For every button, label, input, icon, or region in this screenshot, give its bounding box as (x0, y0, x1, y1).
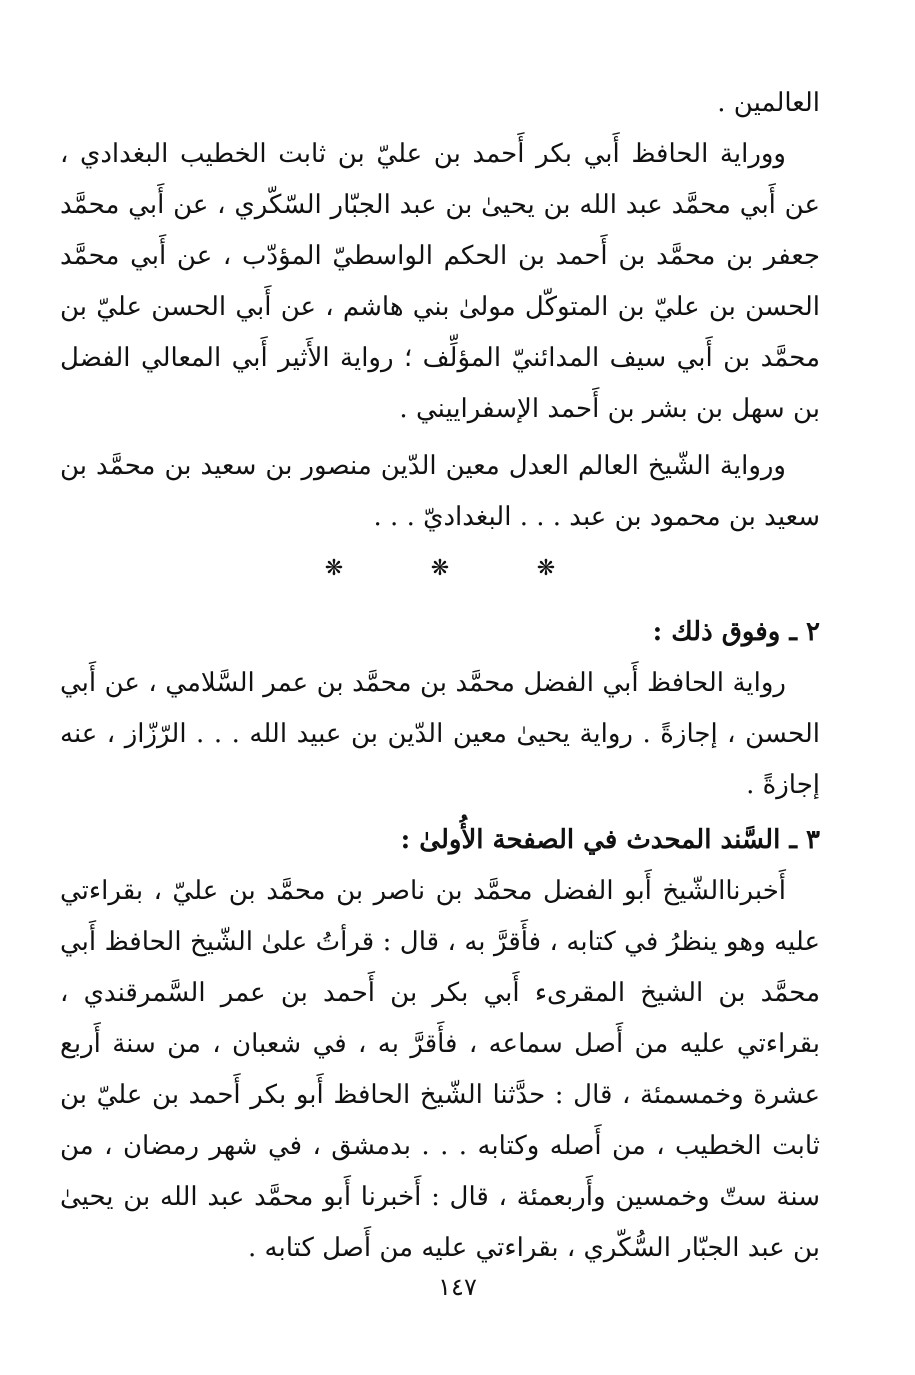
asterism-icon: ❋ (324, 556, 344, 581)
section-heading-2: ٢ ـ وفوق ذلك : (652, 617, 820, 647)
asterism-icon: ❋ (430, 556, 450, 581)
section-separator (60, 549, 820, 589)
paragraph-muin-narration: ورواية الشّيخ العالم العدل معين الدّين منصور بن سعيد بن محمَّد بن سعيد بن محمود بن عبد . . . البغداديّ . . . (60, 451, 820, 532)
paragraph-continuation: العالمين . (717, 88, 820, 118)
paragraph-khatib-narration: ووراية الحافظ أَبي بكر أَحمد بن عليّ بن ثابت الخطيب البغدادي ، عن أَبي محمَّد عبد الله بن يحيىٰ بن عبد الجبّار السّكّري ، عن أَبي محمَّد جعفر بن محمَّد بن أَحمد بن الحكم الواسطيّ المؤدّب ، عن أَبي محمَّد الحسن بن عليّ بن المتوكّل مولىٰ بني هاشم ، عن أَبي الحسن عليّ بن محمَّد بن أَبي سيف المدائنيّ المؤلِّف ؛ رواية الأَثير أَبي المعالي الفضل بن سهل بن بشر بن أَحمد الإسفراييني . (60, 139, 820, 424)
asterism-icon: ❋ (536, 556, 556, 581)
section-heading-3: ٣ ـ السَّند المحدث في الصفحة الأُولىٰ : (400, 825, 820, 855)
paragraph-salami-narration: رواية الحافظ أَبي الفضل محمَّد بن محمَّد بن عمر السَّلامي ، عن أَبي الحسن ، إجازةً . رواية يحيىٰ معين الدّين بن عبيد الله . . . الرّزّاز ، عنه إجازةً . (60, 668, 820, 800)
paragraph-sanad-chain: أَخبرناالشّيخ أَبو الفضل محمَّد بن ناصر بن محمَّد بن عليّ ، بقراءتي عليه وهو ينظرُ في كتابه ، فأَقرَّ به ، قال : قرأتُ علىٰ الشّيخ الحافظ أَبي محمَّد بن الشيخ المقرىء أَبي بكر بن أَحمد بن عمر السَّمرقندي ، بقراءتي عليه من أَصل سماعه ، فأَقرَّ به ، في شعبان ، من سنة أَربع عشرة وخمسمئة ، قال : حدَّثنا الشّيخ الحافظ أَبو بكر أَحمد بن عليّ بن ثابت الخطيب ، من أَصله وكتابه . . . بدمشق ، في شهر رمضان ، من سنة ستّ وخمسين وأَربعمئة ، قال : أَخبرنا أَبو محمَّد عبد الله بن يحيىٰ بن عبد الجبّار السُّكّري ، بقراءتي عليه من أَصل كتابه . (60, 876, 821, 1263)
page-number: ١٤٧ (438, 1273, 477, 1301)
page-body (60, 78, 820, 1274)
